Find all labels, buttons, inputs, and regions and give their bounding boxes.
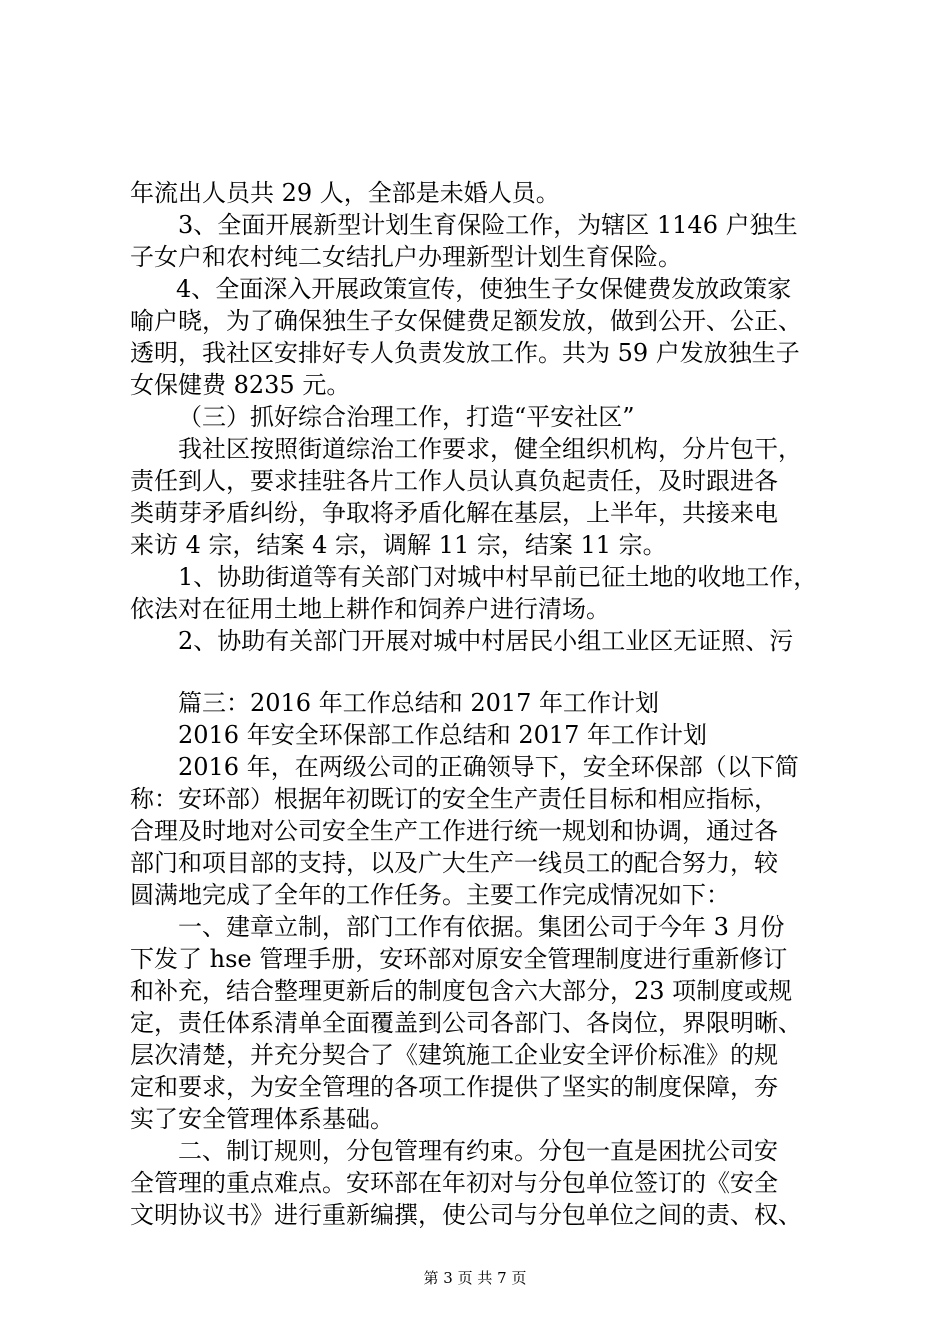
text-line-20: 合理及时地对公司安全生产工作进行统一规划和协调，通过各 xyxy=(130,817,778,845)
text-line-10: 责任到人，要求挂驻各片工作人员认真负起责任，及时跟进各 xyxy=(130,467,778,495)
text-line-11: 类萌芽矛盾纠纷，争取将矛盾化解在基层，上半年，共接来电 xyxy=(130,499,778,527)
text-line-3: 子女户和农村纯二女结扎户办理新型计划生育保险。 xyxy=(130,243,682,271)
text-line-14: 依法对在征用土地上耕作和饲养户进行清场。 xyxy=(130,595,610,623)
text-line-19: 称：安环部）根据年初既订的安全生产责任目标和相应指标， xyxy=(130,785,778,813)
text-line-29: 实了安全管理体系基础。 xyxy=(130,1105,394,1133)
section-heading-3: （三）抓好综合治理工作，打造“平安社区” xyxy=(178,403,635,431)
text-line-27: 层次清楚，并充分契合了《建筑施工企业安全评价标准》的规 xyxy=(130,1041,778,1069)
text-line-2: 3、全面开展新型计划生育保险工作，为辖区 1146 户独生 xyxy=(178,211,798,239)
text-line-31: 全管理的重点难点。安环部在年初对与分包单位签订的《安全 xyxy=(130,1169,778,1197)
text-line-25: 和补充，结合整理更新后的制度包含六大部分，23 项制度或规 xyxy=(130,977,793,1005)
text-line-5: 喻户晓，为了确保独生子女保健费足额发放，做到公开、公正、 xyxy=(130,307,802,335)
text-line-23: 一、建章立制，部门工作有依据。集团公司于今年 3 月份 xyxy=(178,913,785,941)
text-line-13: 1、协助街道等有关部门对城中村早前已征土地的收地工作， xyxy=(178,563,818,591)
text-line-4: 4、全面深入开展政策宣传，使独生子女保健费发放政策家 xyxy=(176,275,792,303)
chapter-heading: 篇三：2016 年工作总结和 2017 年工作计划 xyxy=(178,689,660,717)
text-line-15: 2、协助有关部门开展对城中村居民小组工业区无证照、污 xyxy=(178,627,794,655)
text-line-21: 部门和项目部的支持，以及广大生产一线员工的配合努力，较 xyxy=(130,849,778,877)
text-line-24: 下发了 hse 管理手册，安环部对原安全管理制度进行重新修订 xyxy=(130,945,788,973)
document-subtitle: 2016 年安全环保部工作总结和 2017 年工作计划 xyxy=(178,721,708,749)
text-line-30: 二、制订规则，分包管理有约束。分包一直是困扰公司安 xyxy=(178,1137,778,1165)
text-line-12: 来访 4 宗，结案 4 宗，调解 11 宗，结案 11 宗。 xyxy=(130,531,667,559)
text-line-26: 定，责任体系清单全面覆盖到公司各部门、各岗位，界限明晰、 xyxy=(130,1009,802,1037)
text-line-6: 透明，我社区安排好专人负责发放工作。共为 59 户发放独生子 xyxy=(130,339,800,367)
text-line-28: 定和要求，为安全管理的各项工作提供了坚实的制度保障，夯 xyxy=(130,1073,778,1101)
text-line-32: 文明协议书》进行重新编撰，使公司与分包单位之间的责、权、 xyxy=(130,1201,802,1229)
text-line-1: 年流出人员共 29 人，全部是未婚人员。 xyxy=(130,179,560,207)
text-line-22: 圆满地完成了全年的工作任务。主要工作完成情况如下： xyxy=(130,881,730,909)
text-line-9: 我社区按照街道综治工作要求，健全组织机构，分片包干， xyxy=(178,435,802,463)
text-line-18: 2016 年，在两级公司的正确领导下，安全环保部（以下简 xyxy=(178,753,799,781)
page-footer: 第 3 页 共 7 页 xyxy=(423,1269,527,1287)
text-line-7: 女保健费 8235 元。 xyxy=(130,371,351,399)
